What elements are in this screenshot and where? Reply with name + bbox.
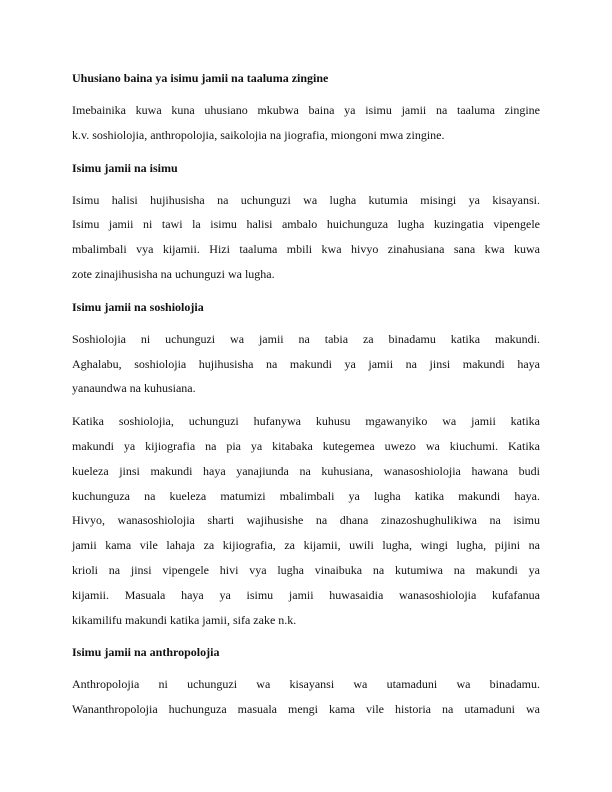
text-line: Isimu halisi hujihusisha na uchunguzi wa lugha kutumia misingi ya kisayansi.: [72, 192, 540, 207]
section-heading: Isimu jamii na soshiolojia: [72, 299, 204, 314]
text-line: Aghalabu, soshiolojia hujihusisha na makundi ya jamii na jinsi makundi haya: [72, 356, 540, 371]
text-line: makundi ya kijiografia na pia ya kitabaka kutegemea uwezo wa kiuchumi. Katika: [72, 438, 540, 453]
section-heading: Isimu jamii na isimu: [72, 160, 178, 175]
paragraph: [72, 675, 540, 725]
paragraph: [72, 330, 540, 404]
text-line: zote zinajihusisha na uchunguzi wa lugha.: [72, 266, 275, 281]
text-line: yanaundwa na kuhusiana.: [72, 381, 196, 396]
text-line: Anthropolojia ni uchunguzi wa kisayansi wa utamaduni wa binadamu.: [72, 677, 540, 692]
section-heading: Uhusiano baina ya isimu jamii na taaluma zingine: [72, 71, 329, 85]
text-line: jamii kama vile lahaja za kijiografia, za kijamii, uwili lugha, wingi lugha, pijini na: [72, 538, 540, 553]
text-line: kueleza jinsi makundi haya yanajiunda na kuhusiana, wanasoshiolojia hawana budi: [72, 463, 540, 478]
text-line: Imebainika kuwa kuna uhusiano mkubwa baina ya isimu jamii na taaluma zingine: [72, 103, 540, 117]
text-line: Katika soshiolojia, uchunguzi hufanywa kuhusu mgawanyiko wa jamii katika: [72, 414, 540, 429]
text-line: Soshiolojia ni uchunguzi wa jamii na tabia za binadamu katika makundi.: [72, 331, 540, 346]
text-line: kuchunguza na kueleza matumizi mbalimbali ya lugha katika makundi haya.: [72, 488, 540, 503]
text-line: kijamii. Masuala haya ya isimu jamii huwasaidia wanasoshiolojia kufafanua: [72, 587, 540, 602]
paragraph: [72, 412, 540, 635]
text-line: kikamilifu makundi katika jamii, sifa zake n.k.: [72, 612, 297, 627]
text-line: Wananthropolojia huchunguza masuala mengi kama vile historia na utamaduni wa: [72, 702, 540, 717]
text-line: mbalimbali vya kijamii. Hizi taaluma mbili kwa hivyo zinahusiana sana kwa kuwa: [72, 242, 540, 257]
section-heading: Isimu jamii na anthropolojia: [72, 645, 220, 660]
paragraph: [72, 101, 540, 151]
text-line: krioli na jinsi vipengele hivi vya lugha vinaibuka na kutumiwa na makundi ya: [72, 562, 540, 577]
text-line: Hivyo, wanasoshiolojia sharti wajihusishe na dhana zinazoshughulikiwa na isimu: [72, 513, 540, 528]
text-line: k.v. soshiolojia, anthropolojia, saikolojia na jiografia, miongoni mwa zingine.: [72, 127, 445, 142]
text-line: Isimu jamii ni tawi la isimu halisi ambalo huichunguza lugha kuzingatia vipengele: [72, 217, 540, 232]
document-page: [72, 69, 540, 733]
paragraph: [72, 191, 540, 290]
